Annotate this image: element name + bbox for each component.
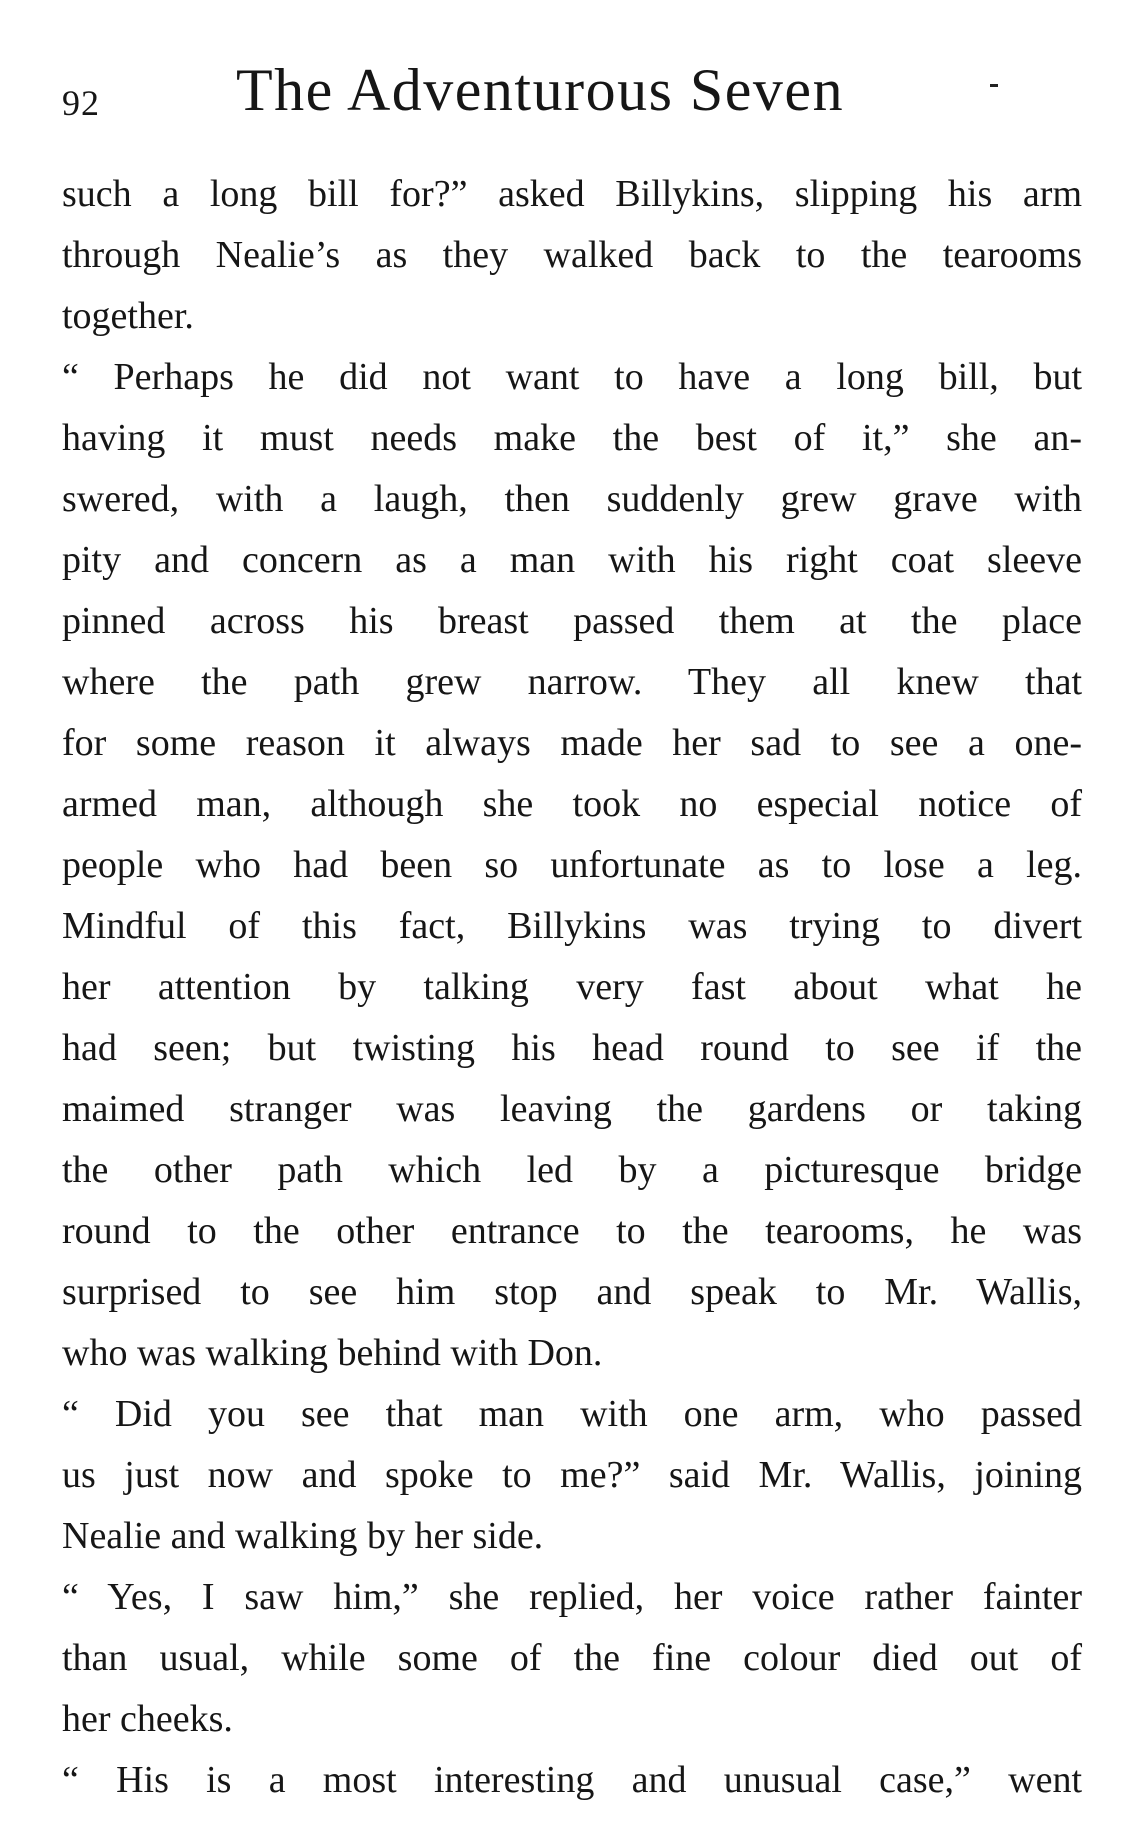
text-line: round to the other entrance to the tearooms, he was	[62, 1210, 1082, 1252]
text-line: through Nealie’s as they walked back to the tearooms	[62, 234, 1082, 276]
text-line: Nealie and walking by her side.	[62, 1515, 544, 1557]
text-line: the other path which led by a picturesque bridge	[62, 1149, 1082, 1191]
text-line: “ Yes, I saw him,” she replied, her voice rather fainter	[62, 1576, 1082, 1618]
text-line: her attention by talking very fast about what he	[62, 966, 1082, 1008]
page-number: 92	[62, 83, 100, 123]
text-line: than usual, while some of the fine colour died out of	[62, 1637, 1082, 1679]
text-line: “ Did you see that man with one arm, who passed	[62, 1393, 1082, 1435]
text-line: Mindful of this fact, Billykins was trying to divert	[62, 905, 1082, 947]
text-line: surprised to see him stop and speak to Mr. Wallis,	[62, 1271, 1082, 1313]
text-line: swered, with a laugh, then suddenly grew grave with	[62, 478, 1082, 520]
page-header	[62, 56, 1062, 136]
text-line: “ His is a most interesting and unusual case,” went	[62, 1759, 1082, 1801]
text-line: pity and concern as a man with his right coat sleeve	[62, 539, 1082, 581]
ink-speck	[990, 84, 998, 87]
text-line: maimed stranger was leaving the gardens or taking	[62, 1088, 1082, 1130]
text-line: who was walking behind with Don.	[62, 1332, 603, 1374]
text-line: “ Perhaps he did not want to have a long bill, but	[62, 356, 1082, 398]
text-line: such a long bill for?” asked Billykins, slipping his arm	[62, 173, 1082, 215]
text-line: pinned across his breast passed them at the place	[62, 600, 1082, 642]
text-line: for some reason it always made her sad to see a one-	[62, 722, 1082, 764]
text-line: people who had been so unfortunate as to lose a leg.	[62, 844, 1082, 886]
body-text	[62, 164, 1082, 1811]
running-title: The Adventurous Seven	[236, 57, 845, 123]
text-line: having it must needs make the best of it,” she an-	[62, 417, 1082, 459]
text-line: where the path grew narrow. They all knew that	[62, 661, 1082, 703]
text-line: had seen; but twisting his head round to see if the	[62, 1027, 1082, 1069]
text-line: armed man, although she took no especial notice of	[62, 783, 1082, 825]
text-line: together.	[62, 295, 194, 337]
text-line: her cheeks.	[62, 1698, 233, 1740]
text-line: us just now and spoke to me?” said Mr. Wallis, joining	[62, 1454, 1082, 1496]
